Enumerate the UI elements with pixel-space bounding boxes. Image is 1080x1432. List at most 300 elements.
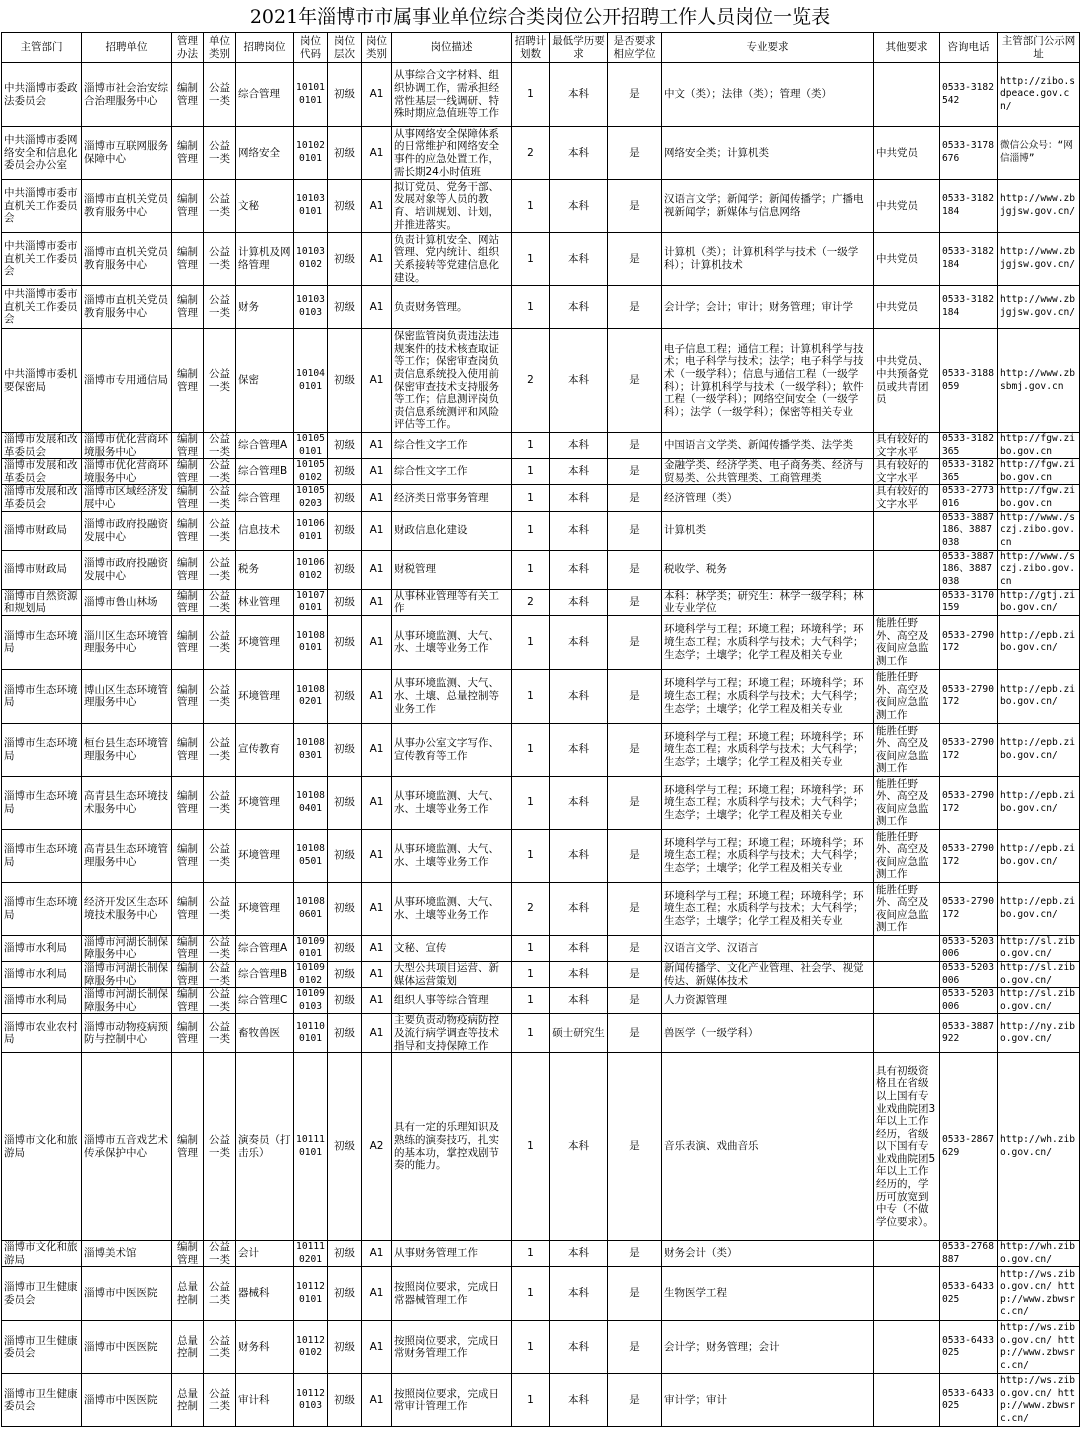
- table-cell: 综合性文字工作: [392, 433, 512, 459]
- table-cell: 公益一类: [204, 485, 236, 511]
- table-row: [2, 286, 1080, 329]
- column-header: 单位类别: [204, 33, 236, 63]
- table-cell: 硕士研究生: [550, 1014, 608, 1053]
- table-cell: 财务科: [236, 1321, 294, 1374]
- table-cell: 0533-2790172: [940, 829, 998, 882]
- table-cell: 经济开发区生态环境技术服务中心: [82, 882, 172, 935]
- table-cell: 从事环境监测、大气、水、土壤、总量控制等业务工作: [392, 669, 512, 723]
- table-cell: 淄博市农业农村局: [2, 1014, 82, 1053]
- table-cell: 本科: [550, 127, 608, 180]
- table-cell: 本科: [550, 669, 608, 723]
- table-cell: A1: [362, 1321, 392, 1374]
- table-cell: 1: [512, 1267, 550, 1321]
- header-row: [2, 33, 1080, 63]
- table-cell: 编制管理: [172, 511, 204, 550]
- table-cell: 是: [608, 988, 662, 1014]
- table-cell: 101120103: [294, 1374, 328, 1427]
- table-cell: 兽医学（一级学科）: [662, 1014, 874, 1053]
- table-cell: 综合管理A: [236, 935, 294, 961]
- table-row: [2, 723, 1080, 776]
- table-cell: http://epb.zibo.gov.cn/: [998, 829, 1080, 882]
- table-cell: 0533-3188059: [940, 329, 998, 433]
- table-cell: 公益一类: [204, 935, 236, 961]
- table-cell: 公益一类: [204, 63, 236, 127]
- table-row: [2, 180, 1080, 233]
- table-cell: 101010101: [294, 63, 328, 127]
- table-cell: 公益一类: [204, 829, 236, 882]
- table-cell: A1: [362, 615, 392, 669]
- table-cell: 1: [512, 776, 550, 829]
- table-cell: 淄博市卫生健康委员会: [2, 1321, 82, 1374]
- table-cell: 能胜任野外、高空及夜间应急监测工作: [874, 882, 940, 935]
- table-cell: A1: [362, 1267, 392, 1321]
- table-cell: 保密: [236, 329, 294, 433]
- table-cell: 从事环境监测、大气、水、土壤等业务工作: [392, 615, 512, 669]
- table-cell: 101080301: [294, 723, 328, 776]
- table-cell: 0533-2790172: [940, 669, 998, 723]
- table-cell: 101110201: [294, 1241, 328, 1267]
- table-cell: http://ws.zibo.gov.cn/ http://www.zbwsrc.cn/: [998, 1267, 1080, 1321]
- table-cell: 初级: [328, 1374, 362, 1427]
- table-row: [2, 63, 1080, 127]
- table-cell: 本科: [550, 1241, 608, 1267]
- table-cell: 0533-3182184: [940, 233, 998, 286]
- table-cell: 2: [512, 589, 550, 615]
- table-cell: 本科: [550, 550, 608, 589]
- table-cell: 101060102: [294, 550, 328, 589]
- table-cell: 淄博市文化和旅游局: [2, 1053, 82, 1241]
- table-cell: 1: [512, 1374, 550, 1427]
- table-cell: 1: [512, 63, 550, 127]
- table-cell: 是: [608, 511, 662, 550]
- table-cell: http://ws.zibo.gov.cn/ http://www.zbwsrc.cn/: [998, 1374, 1080, 1427]
- table-cell: A1: [362, 485, 392, 511]
- table-cell: 审计学；审计: [662, 1374, 874, 1427]
- table-cell: 是: [608, 776, 662, 829]
- table-cell: 0533-3887922: [940, 1014, 998, 1053]
- table-row: [2, 233, 1080, 286]
- table-cell: 本科: [550, 1267, 608, 1321]
- table-cell: 淄博市直机关党员教育服务中心: [82, 233, 172, 286]
- table-cell: 编制管理: [172, 615, 204, 669]
- table-cell: 1: [512, 180, 550, 233]
- table-cell: 101110101: [294, 1053, 328, 1241]
- table-cell: 是: [608, 433, 662, 459]
- table-cell: 是: [608, 127, 662, 180]
- table-row: [2, 1241, 1080, 1267]
- table-cell: A1: [362, 988, 392, 1014]
- table-cell: http://epb.zibo.gov.cn/: [998, 669, 1080, 723]
- table-cell: 是: [608, 1053, 662, 1241]
- table-row: [2, 485, 1080, 511]
- table-cell: 网络安全类；计算机类: [662, 127, 874, 180]
- table-cell: 是: [608, 233, 662, 286]
- table-cell: 淄博市文化和旅游局: [2, 1241, 82, 1267]
- table-cell: http://gtj.zibo.gov.cn/: [998, 589, 1080, 615]
- table-cell: 综合管理C: [236, 988, 294, 1014]
- table-row: [2, 776, 1080, 829]
- table-cell: 是: [608, 1014, 662, 1053]
- table-cell: 1: [512, 829, 550, 882]
- table-cell: 信息技术: [236, 511, 294, 550]
- table-cell: 公益一类: [204, 1014, 236, 1053]
- table-cell: 编制管理: [172, 882, 204, 935]
- table-cell: 从事网络安全保障体系的日常维护和网络安全事件的应急处置工作，需长期24小时值班: [392, 127, 512, 180]
- table-cell: 中共淄博市委政法委员会: [2, 63, 82, 127]
- table-cell: 初级: [328, 615, 362, 669]
- table-cell: 公益一类: [204, 1241, 236, 1267]
- table-cell: 0533-3182365: [940, 433, 998, 459]
- column-header: 其他要求: [874, 33, 940, 63]
- table-cell: 环境科学与工程；环境工程；环境科学；环境生态工程；水质科学与技术；大气科学；生态学；土壤学；化学工程及相关专业: [662, 669, 874, 723]
- table-cell: 具有较好的文字水平: [874, 459, 940, 485]
- table-cell: 主要负责动物疫病防控及流行病学调查等技术指导和支持保障工作: [392, 1014, 512, 1053]
- table-cell: 是: [608, 1267, 662, 1321]
- table-cell: 审计科: [236, 1374, 294, 1427]
- table-cell: 器械科: [236, 1267, 294, 1321]
- table-cell: 淄博市生态环境局: [2, 669, 82, 723]
- table-cell: 淄博市水利局: [2, 961, 82, 987]
- table-cell: 1: [512, 485, 550, 511]
- table-cell: 1: [512, 723, 550, 776]
- table-row: [2, 935, 1080, 961]
- table-cell: A1: [362, 776, 392, 829]
- table-cell: http://www./sczj.zibo.gov.cn: [998, 511, 1080, 550]
- table-cell: 从事林业管理等有关工作: [392, 589, 512, 615]
- table-cell: 是: [608, 1321, 662, 1374]
- table-cell: A1: [362, 589, 392, 615]
- table-cell: 编制管理: [172, 286, 204, 329]
- table-cell: 淄博市卫生健康委员会: [2, 1267, 82, 1321]
- table-cell: 淄博市生态环境局: [2, 776, 82, 829]
- table-row: [2, 433, 1080, 459]
- table-cell: 公益一类: [204, 329, 236, 433]
- table-cell: 本科: [550, 589, 608, 615]
- table-cell: 编制管理: [172, 935, 204, 961]
- table-cell: [874, 1321, 940, 1374]
- table-cell: 具有初级资格且在省级以上国有专业戏曲院团3年以上工作经历，省级以下国有专业戏曲院团5年以上工作经历的，学历可放宽到中专（不做学位要求）。: [874, 1053, 940, 1241]
- table-cell: 中国语言文学类、新闻传播学类、法学类: [662, 433, 874, 459]
- column-header: 招聘计划数: [512, 33, 550, 63]
- table-cell: 101020101: [294, 127, 328, 180]
- table-cell: 淄博市政府投融资发展中心: [82, 550, 172, 589]
- table-cell: [874, 511, 940, 550]
- table-cell: 环境管理: [236, 776, 294, 829]
- table-cell: 公益一类: [204, 988, 236, 1014]
- table-cell: 税收学、税务: [662, 550, 874, 589]
- table-cell: 0533-6433025: [940, 1267, 998, 1321]
- table-cell: 高青县生态环境技术服务中心: [82, 776, 172, 829]
- table-row: [2, 882, 1080, 935]
- table-cell: 0533-6433025: [940, 1374, 998, 1427]
- table-cell: 演奏员（打击乐）: [236, 1053, 294, 1241]
- table-cell: 0533-3182542: [940, 63, 998, 127]
- table-cell: 初级: [328, 63, 362, 127]
- table-cell: 是: [608, 935, 662, 961]
- table-cell: 新闻传播学、文化产业管理、社会学、视觉传达、新媒体技术: [662, 961, 874, 987]
- column-header: 岗位层次: [328, 33, 362, 63]
- table-cell: 中共党员: [874, 180, 940, 233]
- table-cell: 101030101: [294, 180, 328, 233]
- table-cell: 淄博市发展和改革委员会: [2, 433, 82, 459]
- table-cell: A1: [362, 669, 392, 723]
- table-cell: http://www.zbjgjsw.gov.cn/: [998, 233, 1080, 286]
- table-cell: 汉语言文学；新闻学；新闻传播学；广播电视新闻学；新媒体与信息网络: [662, 180, 874, 233]
- table-cell: 公益一类: [204, 1053, 236, 1241]
- table-cell: 编制管理: [172, 1241, 204, 1267]
- table-cell: A1: [362, 433, 392, 459]
- table-cell: A1: [362, 180, 392, 233]
- table-cell: 计算机类: [662, 511, 874, 550]
- table-cell: 101120101: [294, 1267, 328, 1321]
- table-cell: 初级: [328, 329, 362, 433]
- table-cell: 财务会计（类）: [662, 1241, 874, 1267]
- table-cell: 初级: [328, 286, 362, 329]
- table-cell: 初级: [328, 723, 362, 776]
- table-cell: 拟订党员、党务干部、发展对象等人员的教育、培训规划、计划，并推进落实。: [392, 180, 512, 233]
- table-cell: 初级: [328, 669, 362, 723]
- table-cell: A2: [362, 1053, 392, 1241]
- document-title: 2021年淄博市市属事业单位综合类岗位公开招聘工作人员岗位一览表: [249, 6, 831, 28]
- table-cell: 编制管理: [172, 433, 204, 459]
- column-header: 主管部门: [2, 33, 82, 63]
- table-cell: 0533-2790172: [940, 776, 998, 829]
- table-cell: 公益一类: [204, 286, 236, 329]
- table-cell: 畜牧兽医: [236, 1014, 294, 1053]
- table-cell: 综合管理B: [236, 459, 294, 485]
- table-cell: 是: [608, 723, 662, 776]
- table-cell: 淄博市政府投融资发展中心: [82, 511, 172, 550]
- table-cell: 是: [608, 286, 662, 329]
- table-cell: 0533-5203006: [940, 988, 998, 1014]
- table-cell: 本科: [550, 961, 608, 987]
- table-cell: 淄博市自然资源和规划局: [2, 589, 82, 615]
- table-cell: http://epb.zibo.gov.cn/: [998, 723, 1080, 776]
- table-cell: 0533-2773016: [940, 485, 998, 511]
- table-cell: 中共党员: [874, 233, 940, 286]
- table-cell: A1: [362, 233, 392, 286]
- table-cell: 1: [512, 1321, 550, 1374]
- table-cell: 公益一类: [204, 127, 236, 180]
- table-cell: 从事办公室文字写作、宣传教育等工作: [392, 723, 512, 776]
- table-cell: 林业管理: [236, 589, 294, 615]
- table-cell: 宣传教育: [236, 723, 294, 776]
- table-cell: 公益一类: [204, 882, 236, 935]
- column-header: 最低学历要求: [550, 33, 608, 63]
- table-cell: 综合管理B: [236, 961, 294, 987]
- table-cell: 桓台县生态环境管理服务中心: [82, 723, 172, 776]
- table-cell: http://epb.zibo.gov.cn/: [998, 776, 1080, 829]
- table-cell: 101080101: [294, 615, 328, 669]
- table-cell: http://ny.zibo.gov.cn/: [998, 1014, 1080, 1053]
- table-cell: 本科: [550, 511, 608, 550]
- table-cell: 中共党员: [874, 286, 940, 329]
- table-cell: 是: [608, 589, 662, 615]
- table-cell: 按照岗位要求，完成日常器械管理工作: [392, 1267, 512, 1321]
- table-cell: 是: [608, 1374, 662, 1427]
- table-cell: 0533-3887186、3887038: [940, 511, 998, 550]
- table-cell: 0533-5203006: [940, 961, 998, 987]
- table-cell: 初级: [328, 1014, 362, 1053]
- table-cell: 101080501: [294, 829, 328, 882]
- column-header: 岗位类别: [362, 33, 392, 63]
- table-cell: http://www.zbjgjsw.gov.cn/: [998, 180, 1080, 233]
- table-cell: 中共淄博市委网络安全和信息化委员会办公室: [2, 127, 82, 180]
- table-cell: http://www.zbsbmj.gov.cn: [998, 329, 1080, 433]
- table-cell: 编制管理: [172, 180, 204, 233]
- table-cell: 0533-3887186、3887038: [940, 550, 998, 589]
- table-cell: 会计学；会计；审计；财务管理；审计学: [662, 286, 874, 329]
- table-cell: 编制管理: [172, 961, 204, 987]
- table-cell: 初级: [328, 459, 362, 485]
- table-cell: 会计: [236, 1241, 294, 1267]
- table-cell: 微信公众号：“网信淄博”: [998, 127, 1080, 180]
- table-cell: 按照岗位要求，完成日常财务管理工作: [392, 1321, 512, 1374]
- table-cell: [874, 1241, 940, 1267]
- table-cell: 是: [608, 829, 662, 882]
- table-cell: 1: [512, 550, 550, 589]
- table-cell: 初级: [328, 589, 362, 615]
- table-cell: 本科: [550, 1374, 608, 1427]
- table-cell: A1: [362, 1241, 392, 1267]
- table-cell: 保密监管岗负责违法违规案件的技术核查取证等工作；保密审查岗负责信息系统投入使用前保密审查技术支持服务等工作；信息测评岗负责信息系统测评和风险评估等工作。: [392, 329, 512, 433]
- table-cell: 初级: [328, 1267, 362, 1321]
- table-cell: http://epb.zibo.gov.cn/: [998, 882, 1080, 935]
- table-cell: http://fgw.zibo.gov.cn: [998, 433, 1080, 459]
- table-cell: [874, 589, 940, 615]
- table-cell: 淄博市中医医院: [82, 1321, 172, 1374]
- table-cell: A1: [362, 1014, 392, 1053]
- table-row: [2, 988, 1080, 1014]
- table-cell: 淄博美术馆: [82, 1241, 172, 1267]
- table-cell: 淄博市发展和改革委员会: [2, 485, 82, 511]
- table-cell: 负责计算机安全、网站管理、党内统计、组织关系接转等党建信息化建设。: [392, 233, 512, 286]
- table-cell: 计算机及网络管理: [236, 233, 294, 286]
- table-cell: 具有一定的乐理知识及熟练的演奏技巧，扎实的基本功，掌控戏剧节奏的能力。: [392, 1053, 512, 1241]
- table-cell: 是: [608, 459, 662, 485]
- table-cell: 编制管理: [172, 485, 204, 511]
- table-cell: 大型公共项目运营、新媒体运营策划: [392, 961, 512, 987]
- table-cell: 编制管理: [172, 723, 204, 776]
- column-header: 咨询电话: [940, 33, 998, 63]
- table-cell: 淄博市生态环境局: [2, 723, 82, 776]
- column-header: 岗位代码: [294, 33, 328, 63]
- table-cell: http://sl.zibo.gov.cn/: [998, 988, 1080, 1014]
- table-cell: 从事环境监测、大气、水、土壤等业务工作: [392, 882, 512, 935]
- table-row: [2, 615, 1080, 669]
- table-cell: 1: [512, 988, 550, 1014]
- table-cell: 淄博市生态环境局: [2, 615, 82, 669]
- table-cell: [874, 1374, 940, 1427]
- table-cell: 本科: [550, 829, 608, 882]
- table-cell: 淄博市优化营商环境服务中心: [82, 433, 172, 459]
- table-cell: 金融学类、经济学类、电子商务类、经济与贸易类、公共管理类、工商管理类: [662, 459, 874, 485]
- table-cell: 文秘、宣传: [392, 935, 512, 961]
- table-cell: 淄博市专用通信局: [82, 329, 172, 433]
- table-cell: 编制管理: [172, 329, 204, 433]
- table-cell: 本科: [550, 615, 608, 669]
- table-cell: 淄博市区域经济发展中心: [82, 485, 172, 511]
- table-cell: 淄博市生态环境局: [2, 829, 82, 882]
- table-cell: 本科: [550, 485, 608, 511]
- table-cell: 计算机（类）；计算机科学与技术（一级学科）；计算机技术: [662, 233, 874, 286]
- table-cell: 淄博市中医医院: [82, 1374, 172, 1427]
- table-cell: http://sl.zibo.gov.cn/: [998, 935, 1080, 961]
- table-cell: [874, 1267, 940, 1321]
- table-cell: A1: [362, 459, 392, 485]
- table-cell: 1: [512, 1014, 550, 1053]
- table-cell: http://www.zbjgjsw.gov.cn/: [998, 286, 1080, 329]
- table-cell: 中共党员、中共预备党员或共青团员: [874, 329, 940, 433]
- table-cell: 中共淄博市委市直机关工作委员会: [2, 180, 82, 233]
- table-cell: 中共淄博市委机要保密局: [2, 329, 82, 433]
- table-cell: http://epb.zibo.gov.cn/: [998, 615, 1080, 669]
- table-cell: A1: [362, 829, 392, 882]
- table-cell: 公益一类: [204, 961, 236, 987]
- table-cell: 0533-3178676: [940, 127, 998, 180]
- table-cell: 从事综合文字材料、组织协调工作，需承担经常性基层一线调研、特殊时期应急值班等工作: [392, 63, 512, 127]
- table-cell: 淄博市优化营商环境服务中心: [82, 459, 172, 485]
- table-cell: 编制管理: [172, 1053, 204, 1241]
- table-cell: 本科: [550, 988, 608, 1014]
- table-cell: 1: [512, 961, 550, 987]
- table-cell: 税务: [236, 550, 294, 589]
- table-cell: 是: [608, 615, 662, 669]
- table-cell: 0533-5203006: [940, 935, 998, 961]
- table-cell: A1: [362, 882, 392, 935]
- column-header: 专业要求: [662, 33, 874, 63]
- column-header: 招聘单位: [82, 33, 172, 63]
- table-cell: 本科: [550, 1053, 608, 1241]
- table-cell: A1: [362, 329, 392, 433]
- table-cell: 1: [512, 233, 550, 286]
- table-cell: http://www./sczj.zibo.gov.cn: [998, 550, 1080, 589]
- table-cell: 环境科学与工程；环境工程；环境科学；环境生态工程；水质科学与技术；大气科学；生态学；土壤学；化学工程及相关专业: [662, 882, 874, 935]
- table-cell: 101090102: [294, 961, 328, 987]
- table-cell: 1: [512, 511, 550, 550]
- table-cell: 1: [512, 433, 550, 459]
- table-cell: 本科：林学类；研究生：林学一级学科；林业专业学位: [662, 589, 874, 615]
- table-cell: 初级: [328, 961, 362, 987]
- table-cell: 人力资源管理: [662, 988, 874, 1014]
- table-cell: 0533-2790172: [940, 723, 998, 776]
- positions-table: [1, 32, 1080, 1427]
- table-cell: 编制管理: [172, 589, 204, 615]
- table-cell: 本科: [550, 935, 608, 961]
- table-cell: 总量控制: [172, 1321, 204, 1374]
- table-cell: 1: [512, 459, 550, 485]
- table-cell: 编制管理: [172, 1014, 204, 1053]
- table-cell: 淄博市卫生健康委员会: [2, 1374, 82, 1427]
- table-cell: 公益一类: [204, 589, 236, 615]
- table-cell: 能胜任野外、高空及夜间应急监测工作: [874, 723, 940, 776]
- table-cell: 编制管理: [172, 233, 204, 286]
- table-cell: 环境科学与工程；环境工程；环境科学；环境生态工程；水质科学与技术；大气科学；生态学；土壤学；化学工程及相关专业: [662, 723, 874, 776]
- table-cell: 初级: [328, 485, 362, 511]
- table-cell: A1: [362, 286, 392, 329]
- table-row: [2, 589, 1080, 615]
- table-cell: 初级: [328, 433, 362, 459]
- table-cell: 本科: [550, 433, 608, 459]
- table-cell: 本科: [550, 723, 608, 776]
- table-cell: 初级: [328, 882, 362, 935]
- table-cell: 电子信息工程；通信工程；计算机科学与技术；电子科学与技术；法学；电子科学与技术（一级学科）；信息与通信工程（一级学科）；计算机科学与技术（一级学科）；软件工程（一级学科）；网络空间安全（一级学科）；法学（一级学科）；保密等相关专业: [662, 329, 874, 433]
- table-cell: 初级: [328, 511, 362, 550]
- table-cell: 公益一类: [204, 511, 236, 550]
- table-cell: 财政信息化建设: [392, 511, 512, 550]
- table-cell: 公益二类: [204, 1267, 236, 1321]
- table-cell: A1: [362, 723, 392, 776]
